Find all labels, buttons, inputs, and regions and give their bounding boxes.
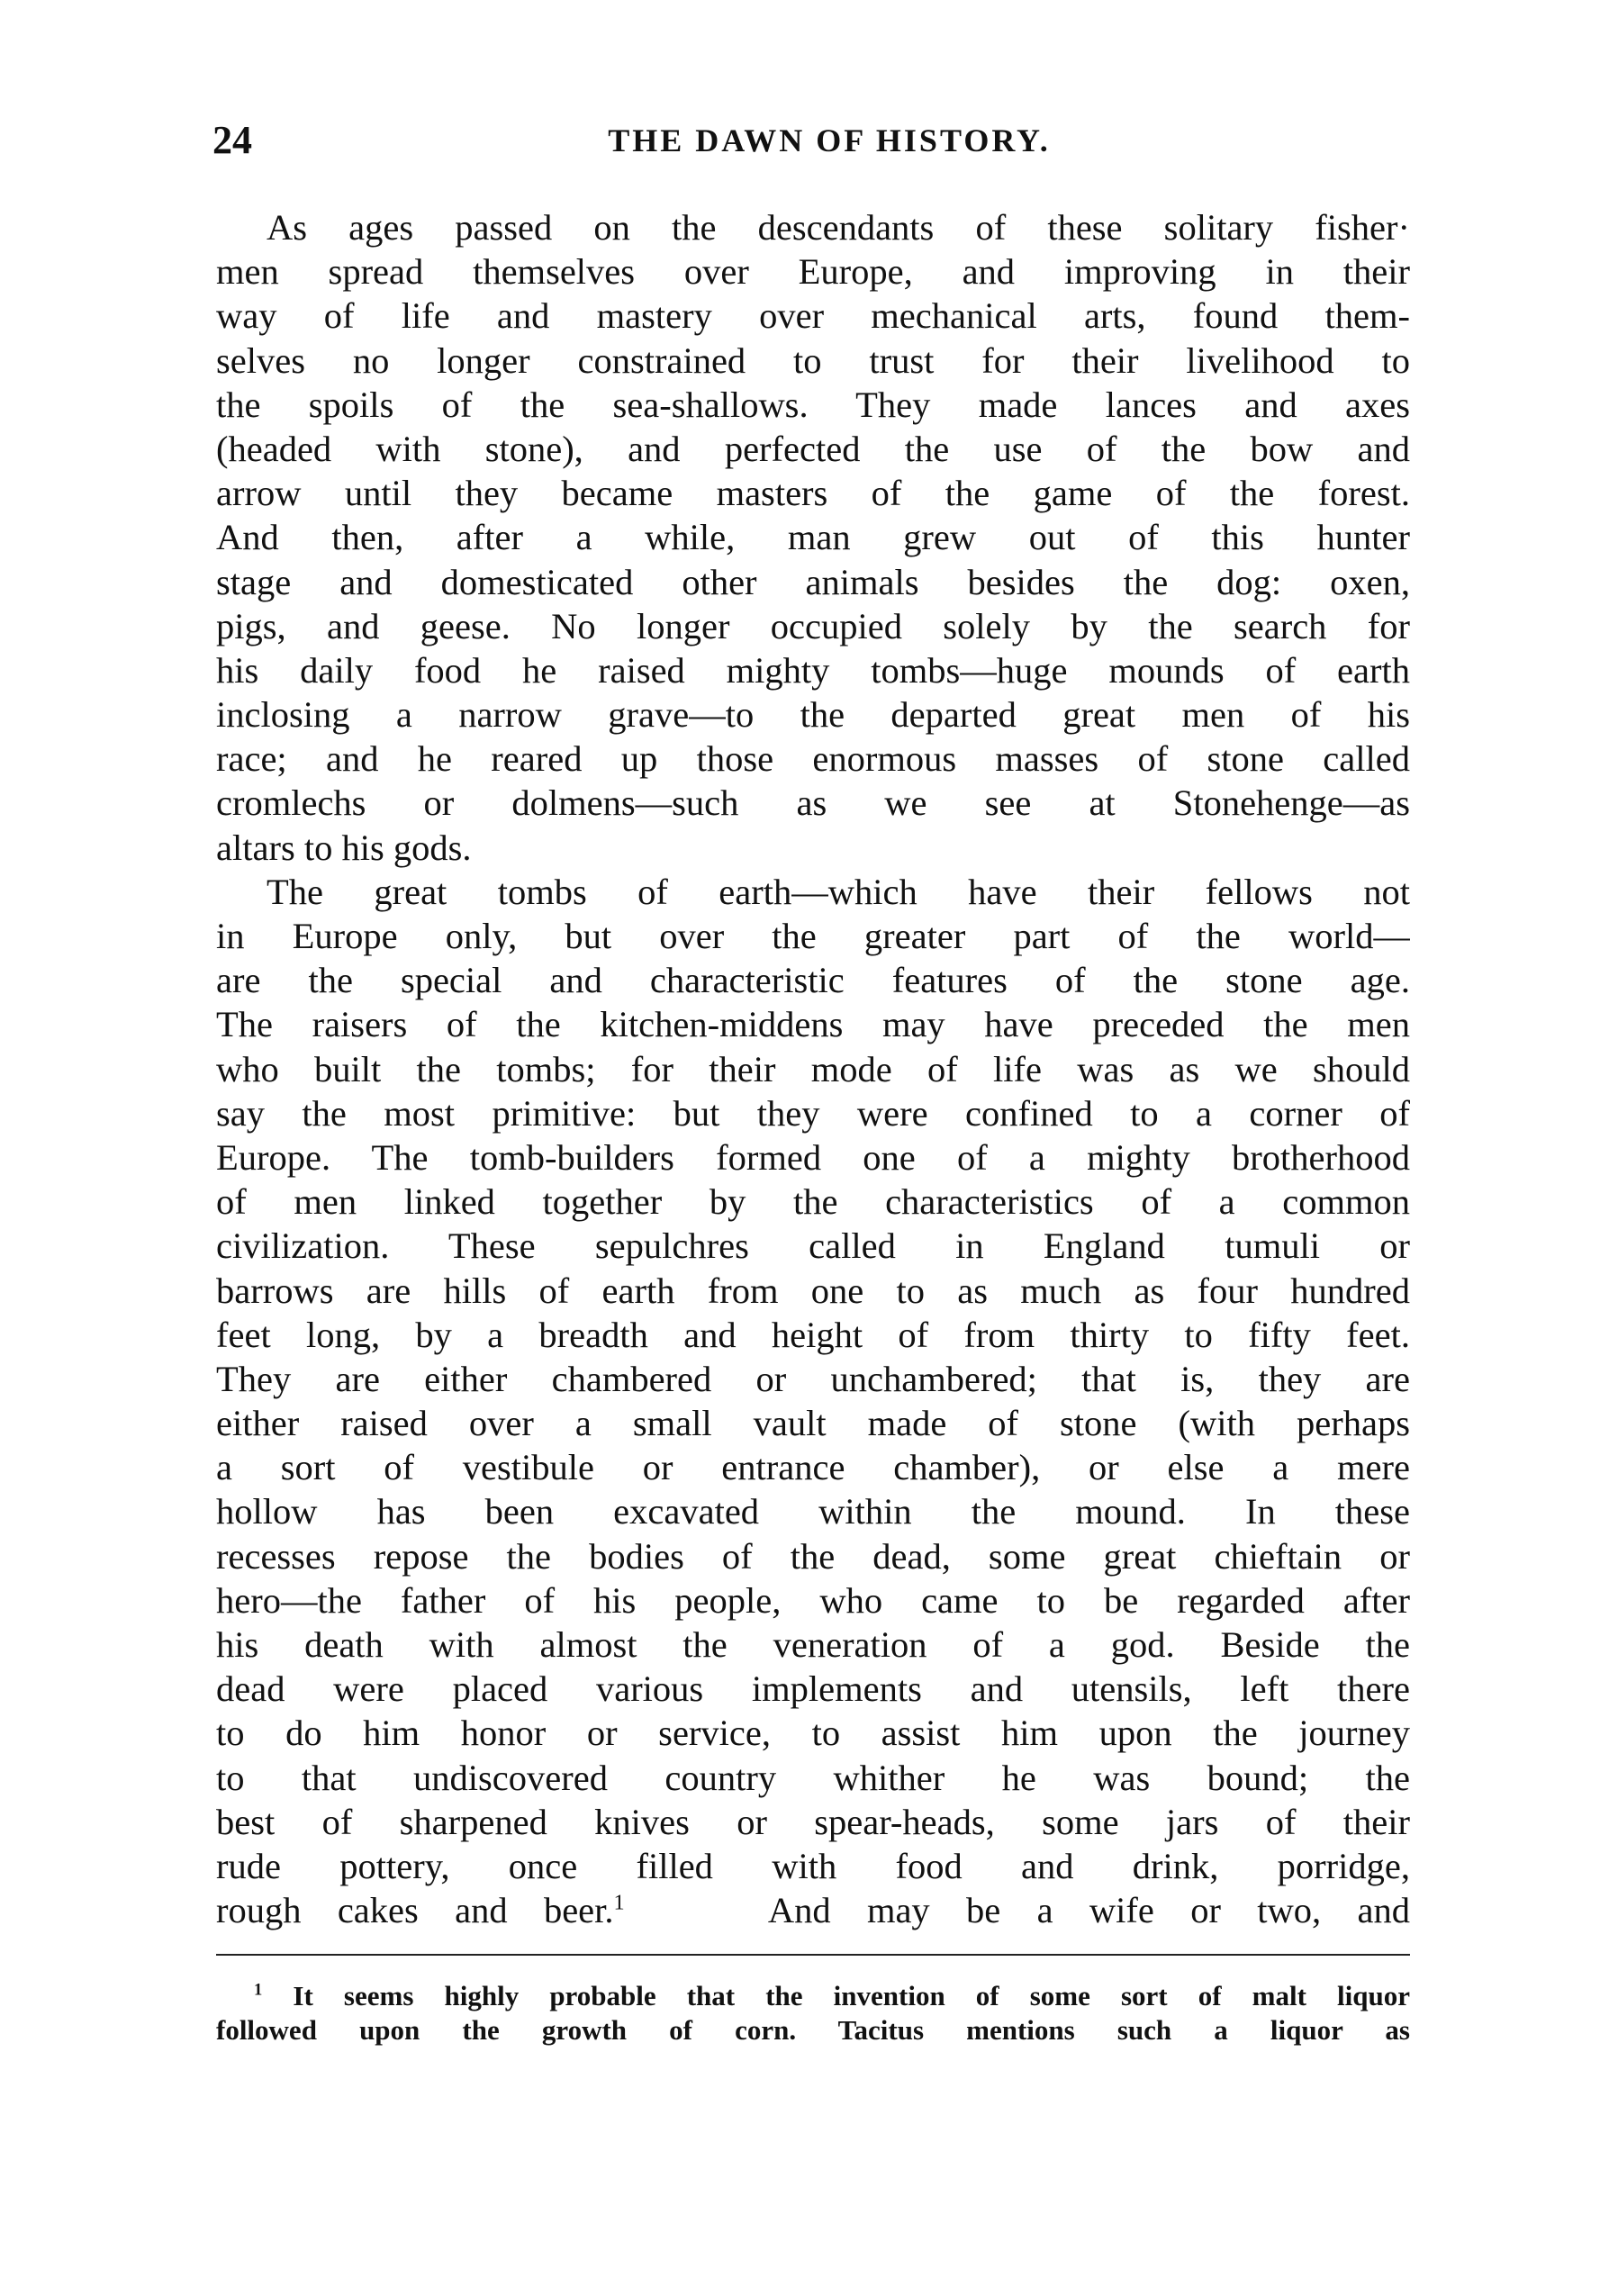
footnote (216, 1979, 1410, 2047)
text-line: (headed with stone), and perfected the use of the bow and (216, 428, 1410, 469)
text-line-with-footnote-ref (216, 1888, 1410, 1932)
text-segment: rough cakes and beer. (216, 1890, 614, 1931)
page-number: 24 (212, 118, 252, 162)
text-line: in Europe only, but over the greater part of the world— (216, 916, 1410, 956)
text-line: race; and he reared up those enormous masses of stone called (216, 738, 1410, 780)
text-line: inclosing a narrow grave—to the departed great men of his (216, 694, 1410, 736)
text-line: altars to his gods. (216, 827, 472, 868)
text-line: his daily food he raised mighty tombs—huge mounds of earth (216, 649, 1410, 691)
text-line: As ages passed on the descendants of these solitary fisher· (267, 207, 1410, 248)
text-line: who built the tombs; for their mode of life was as we should (216, 1048, 1410, 1089)
text-line: And then, after a while, man grew out of this hunter (216, 517, 1410, 558)
text-line: best of sharpened knives or spear-heads, some jars of their (216, 1801, 1410, 1842)
text-line: barrows are hills of earth from one to as much as four hundred (216, 1270, 1410, 1311)
text-line: hollow has been excavated within the mound. In these (216, 1491, 1410, 1532)
text-line: civilization. These sepulchres called in England tumuli or (216, 1225, 1410, 1267)
text-line: stage and domesticated other animals besides the dog: oxen, (216, 561, 1410, 602)
text-line: hero—the father of his people, who came to be regarded after (216, 1579, 1410, 1621)
page-header (212, 113, 1410, 167)
text-line: feet long, by a breadth and height of from thirty to fifty feet. (216, 1314, 1410, 1355)
text-line: dead were placed various implements and utensils, left there (216, 1668, 1410, 1710)
text-line: recesses repose the bodies of the dead, some great chieftain or (216, 1535, 1410, 1577)
text-line: to that undiscovered country whither he was bound; the (216, 1757, 1410, 1798)
text-line: way of life and mastery over mechanical arts, found them- (216, 295, 1410, 337)
text-line: Europe. The tomb-builders formed one of a mighty brotherhood (216, 1136, 1410, 1178)
body-text (216, 205, 1410, 1932)
text-line: the spoils of the sea-shallows. They made lances and axes (216, 384, 1410, 425)
text-line: cromlechs or dolmens—such as we see at Stonehenge—as (216, 782, 1410, 824)
text-line: rude pottery, once filled with food and drink, porridge, (216, 1845, 1410, 1886)
text-line: his death with almost the veneration of a god. Beside the (216, 1624, 1410, 1665)
text-line: The great tombs of earth—which have their fellows not (267, 871, 1410, 912)
text-segment: And may be a wife or two, and (767, 1890, 1410, 1931)
footnote-line: followed upon the growth of corn. Tacitus mentions such a liquor as (216, 2014, 1410, 2046)
footnote-reference[interactable]: 1 (613, 1890, 625, 1915)
footnote-line (216, 1979, 1410, 2013)
text-line: a sort of vestibule or entrance chamber), or else a mere (216, 1447, 1410, 1488)
text-line: either raised over a small vault made of stone (with perhaps (216, 1403, 1410, 1444)
running-head: THE DAWN OF HISTORY. (608, 122, 1051, 158)
footnote-divider (216, 1954, 1410, 1956)
text-line: men spread themselves over Europe, and improving in their (216, 251, 1410, 293)
text-line: say the most primitive: but they were confined to a corner of (216, 1092, 1410, 1134)
footnote-marker: 1 (254, 1980, 263, 2000)
text-line: arrow until they became masters of the game of the forest. (216, 473, 1410, 514)
text-line: are the special and characteristic features of the stone age. (216, 960, 1410, 1001)
text-line: The raisers of the kitchen-middens may have preceded the men (216, 1004, 1410, 1045)
text-line: pigs, and geese. No longer occupied solely by the search for (216, 605, 1410, 646)
footnote-text: It seems highly probable that the invention of some sort of malt liquor (293, 1980, 1410, 2011)
text-line: to do him honor or service, to assist him upon the journey (216, 1713, 1410, 1754)
text-line: of men linked together by the characteristics of a common (216, 1181, 1410, 1223)
text-line: They are either chambered or unchambered; that is, they are (216, 1358, 1410, 1399)
text-line: selves no longer constrained to trust for their livelihood to (216, 339, 1410, 381)
